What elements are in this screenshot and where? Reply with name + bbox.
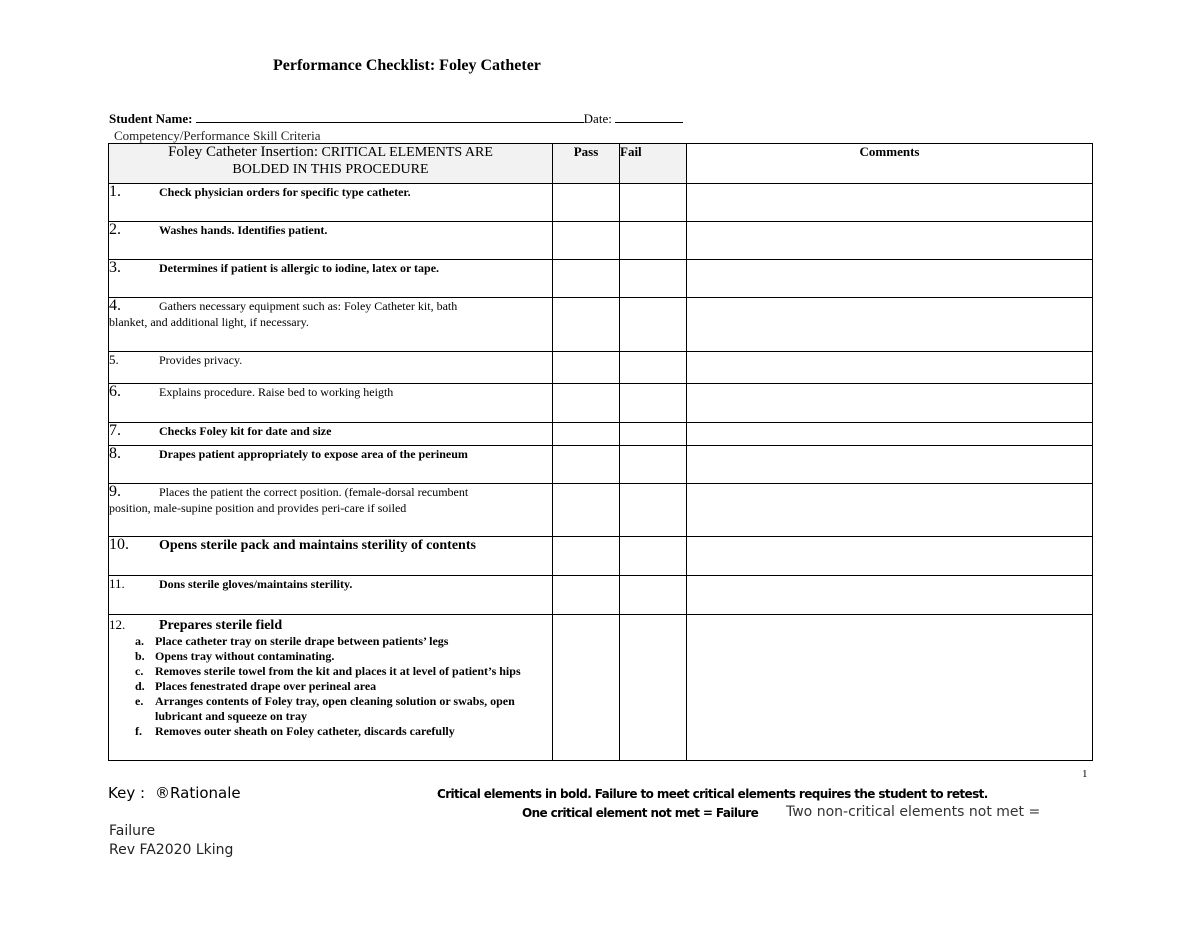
step-number: 8. (109, 445, 121, 462)
table-row (109, 298, 1093, 352)
table-row (109, 484, 1093, 537)
step-number: 5. (109, 352, 119, 367)
competency-label: Competency/Performance Skill Criteria (114, 128, 321, 143)
comments-cell[interactable] (687, 222, 1093, 260)
comments-cell[interactable] (687, 576, 1093, 615)
step-number: 10. (109, 536, 129, 553)
step-text: Determines if patient is allergic to iodine, latex or tape. (159, 261, 440, 275)
step-text: Check physician orders for specific type catheter. (159, 185, 411, 199)
fail-cell[interactable] (620, 446, 687, 484)
table-row (109, 260, 1093, 298)
step-text: Dons sterile gloves/maintains sterility. (159, 577, 353, 591)
step-text: Provides privacy. (159, 353, 243, 367)
fail-cell[interactable] (620, 298, 687, 352)
fail-cell[interactable] (620, 576, 687, 615)
step-number: 6. (109, 383, 121, 400)
procedure-header-line2: BOLDED IN THIS PROCEDURE (232, 162, 429, 177)
comments-cell[interactable] (687, 298, 1093, 352)
table-row (109, 615, 1093, 761)
step-11 (109, 576, 553, 615)
table-row (109, 446, 1093, 484)
list-item (135, 679, 552, 694)
student-name-row (109, 110, 683, 127)
comments-cell[interactable] (687, 184, 1093, 222)
table-row (109, 537, 1093, 576)
critical-failure-note: One critical element not met = Failure (522, 806, 759, 820)
fail-cell[interactable] (620, 260, 687, 298)
substep-text: Arranges contents of Foley tray, open cleaning solution or swabs, open lubricant and squeeze on tray (155, 694, 515, 723)
pass-cell[interactable] (553, 222, 620, 260)
pass-cell[interactable] (553, 298, 620, 352)
list-item (135, 664, 552, 679)
step-5 (109, 352, 553, 384)
step-number: 7. (109, 422, 121, 439)
critical-elements-note: Critical elements in bold. Failure to meet critical elements requires the student to retest. (437, 787, 988, 801)
fail-cell[interactable] (620, 615, 687, 761)
pass-cell[interactable] (553, 537, 620, 576)
step-text-continued: position, male-supine position and provides peri-care if soiled (109, 501, 407, 515)
fail-cell[interactable] (620, 384, 687, 423)
table-row (109, 184, 1093, 222)
substep-letter: a. (135, 634, 144, 648)
substep-text: Removes sterile towel from the kit and places it at level of patient’s hips (155, 664, 521, 678)
step-text: Opens sterile pack and maintains sterility of contents (159, 538, 476, 553)
fail-cell[interactable] (620, 423, 687, 446)
step-9 (109, 484, 553, 537)
step-number: 4. (109, 297, 121, 314)
table-row (109, 423, 1093, 446)
comments-cell[interactable] (687, 615, 1093, 761)
page-number: 1 (1082, 768, 1088, 780)
table-header-row (109, 144, 1093, 184)
table-row (109, 576, 1093, 615)
pass-cell[interactable] (553, 446, 620, 484)
substep-text: Places fenestrated drape over perineal area (155, 679, 377, 693)
step-text: Explains procedure. Raise bed to working heigth (159, 385, 394, 399)
pass-cell[interactable] (553, 184, 620, 222)
list-item (135, 694, 552, 724)
list-item (135, 724, 552, 739)
pass-cell[interactable] (553, 484, 620, 537)
substep-letter: c. (135, 664, 144, 678)
step-7 (109, 423, 553, 446)
pass-cell[interactable] (553, 423, 620, 446)
fail-cell[interactable] (620, 222, 687, 260)
table-row (109, 352, 1093, 384)
key-value: ®Rationale (155, 784, 241, 802)
fail-cell[interactable] (620, 537, 687, 576)
substep-list (109, 634, 552, 739)
table-row (109, 384, 1093, 423)
student-name-label: Student Name: (109, 111, 193, 126)
fail-cell[interactable] (620, 352, 687, 384)
fail-cell[interactable] (620, 484, 687, 537)
checklist-table (108, 143, 1093, 761)
student-name-field[interactable] (196, 110, 584, 123)
date-field[interactable] (633, 110, 683, 123)
pass-cell[interactable] (553, 576, 620, 615)
step-text: Checks Foley kit for date and size (159, 424, 332, 438)
pass-cell[interactable] (553, 384, 620, 423)
substep-letter: e. (135, 694, 144, 708)
substep-letter: f. (135, 724, 142, 738)
step-text: Drapes patient appropriately to expose area of the perineum (159, 447, 468, 461)
step-text: Prepares sterile field (159, 618, 283, 633)
procedure-header-critical: CRITICAL ELEMENTS ARE (321, 145, 493, 160)
substep-letter: d. (135, 679, 145, 693)
date-label: Date: (583, 111, 612, 126)
step-6 (109, 384, 553, 423)
step-number: 12. (109, 617, 126, 632)
step-number: 11. (109, 576, 125, 591)
comments-cell[interactable] (687, 446, 1093, 484)
pass-header: Pass (553, 144, 620, 184)
list-item (135, 634, 552, 649)
fail-header: Fail (620, 144, 687, 184)
step-2 (109, 222, 553, 260)
step-1 (109, 184, 553, 222)
key-legend (108, 784, 241, 802)
comments-cell[interactable] (687, 484, 1093, 537)
list-item (135, 649, 552, 664)
step-text: Washes hands. Identifies patient. (159, 223, 328, 237)
step-4 (109, 298, 553, 352)
pass-cell[interactable] (553, 260, 620, 298)
procedure-header-title: Foley Catheter Insertion: (168, 144, 319, 160)
step-text: Places the patient the correct position. (female-dorsal recumbent (159, 485, 469, 499)
failure-text: Failure (109, 823, 156, 839)
step-text-continued: blanket, and additional light, if necessary. (109, 315, 309, 329)
comments-cell[interactable] (687, 260, 1093, 298)
key-label: Key : (108, 784, 146, 802)
revision-text: Rev FA2020 Lking (109, 842, 234, 858)
comments-cell[interactable] (687, 352, 1093, 384)
comments-cell[interactable] (687, 384, 1093, 423)
step-12 (109, 615, 553, 761)
step-number: 9. (109, 483, 121, 500)
comments-cell[interactable] (687, 423, 1093, 446)
fail-cell[interactable] (620, 184, 687, 222)
substep-text: Place catheter tray on sterile drape between patients’ legs (155, 634, 449, 648)
page-title: Performance Checklist: Foley Catheter (273, 57, 541, 74)
pass-cell[interactable] (553, 352, 620, 384)
step-number: 3. (109, 259, 121, 276)
step-number: 1. (109, 183, 121, 200)
step-8 (109, 446, 553, 484)
step-text: Gathers necessary equipment such as: Foley Catheter kit, bath (159, 299, 458, 313)
comments-header: Comments (687, 144, 1093, 184)
comments-cell[interactable] (687, 537, 1093, 576)
step-10 (109, 537, 553, 576)
date-field-start[interactable] (615, 110, 633, 123)
substep-text: Opens tray without contaminating. (155, 649, 335, 663)
substep-letter: b. (135, 649, 145, 663)
non-critical-note: Two non-critical elements not met = (786, 804, 1041, 820)
substep-text: Removes outer sheath on Foley catheter, discards carefully (155, 724, 455, 738)
pass-cell[interactable] (553, 615, 620, 761)
procedure-header (109, 144, 553, 184)
step-3 (109, 260, 553, 298)
step-number: 2. (109, 221, 121, 238)
table-row (109, 222, 1093, 260)
